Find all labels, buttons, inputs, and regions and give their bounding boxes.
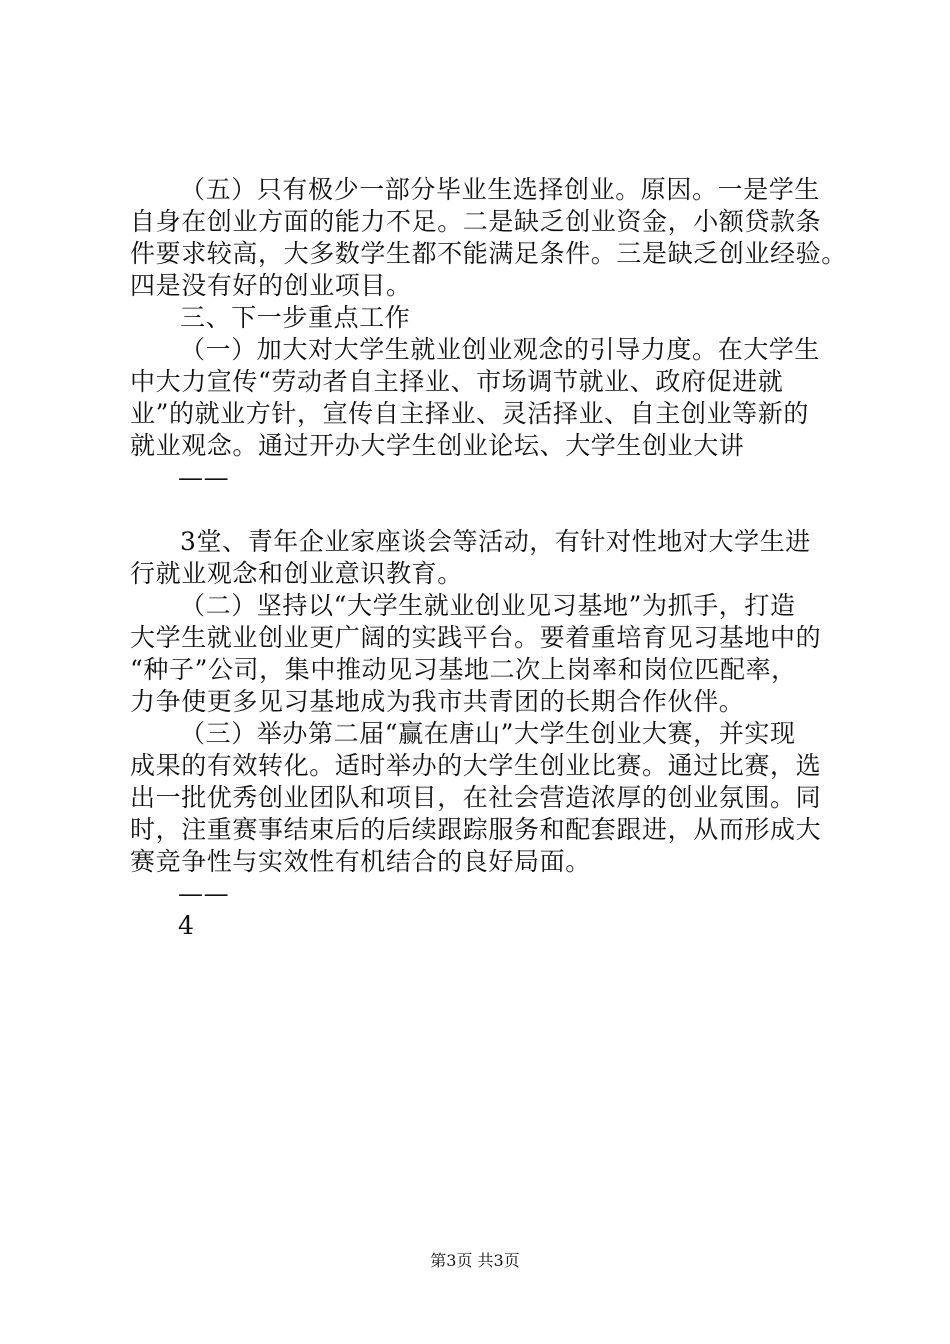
text-line: 件要求较高，大多数学生都不能满足条件。三是缺乏创业经验。 — [130, 239, 847, 268]
text-line: 3堂、青年企业家座谈会等活动，有针对性地对大学生进 — [180, 527, 811, 556]
text-line: （三）举办第二届“赢在唐山”大学生创业大赛，并实现 — [180, 719, 796, 748]
dash-separator: —— — [178, 463, 230, 492]
text-line: 赛竞争性与实效性有机结合的良好局面。 — [130, 847, 591, 876]
text-line: 自身在创业方面的能力不足。二是缺乏创业资金，小额贷款条 — [130, 207, 822, 236]
text-line: 时，注重赛事结束后的后续跟踪服务和配套跟进，从而形成大 — [130, 815, 822, 844]
text-line: 行就业观念和创业意识教育。 — [130, 559, 463, 588]
text-line: 力争使更多见习基地成为我市共青团的长期合作伙伴。 — [130, 687, 745, 716]
text-line: （一）加大对大学生就业创业观念的引导力度。在大学生 — [180, 335, 821, 364]
text-line: 业”的就业方针，宣传自主择业、灵活择业、自主创业等新的 — [130, 399, 809, 428]
text-line: 大学生就业创业更广阔的实践平台。要着重培育见习基地中的 — [130, 623, 822, 652]
dash-separator: —— — [178, 879, 230, 908]
text-line: 出一批优秀创业团队和项目，在社会营造浓厚的创业氛围。同 — [130, 783, 822, 812]
document-body — [130, 174, 850, 942]
text-line: （五）只有极少一部分毕业生选择创业。原因。一是学生 — [180, 175, 821, 204]
text-line: “种子”公司，集中推动见习基地二次上岗率和岗位匹配率， — [130, 655, 797, 684]
text-line: 成果的有效转化。适时举办的大学生创业比赛。通过比赛，选 — [130, 751, 822, 780]
text-line: 就业观念。通过开办大学生创业论坛、大学生创业大讲 — [130, 431, 745, 460]
section-heading: 三、下一步重点工作 — [180, 303, 411, 332]
text-line: 四是没有好的创业项目。 — [130, 271, 412, 300]
blank-line — [130, 494, 850, 526]
text-line: （二）坚持以“大学生就业创业见习基地”为抓手，打造 — [180, 591, 796, 620]
page-footer: 第3页 共3页 — [430, 1251, 520, 1270]
page-number-marker: 4 — [178, 911, 195, 940]
text-line: 中大力宣传“劳动者自主择业、市场调节就业、政府促进就 — [130, 367, 784, 396]
